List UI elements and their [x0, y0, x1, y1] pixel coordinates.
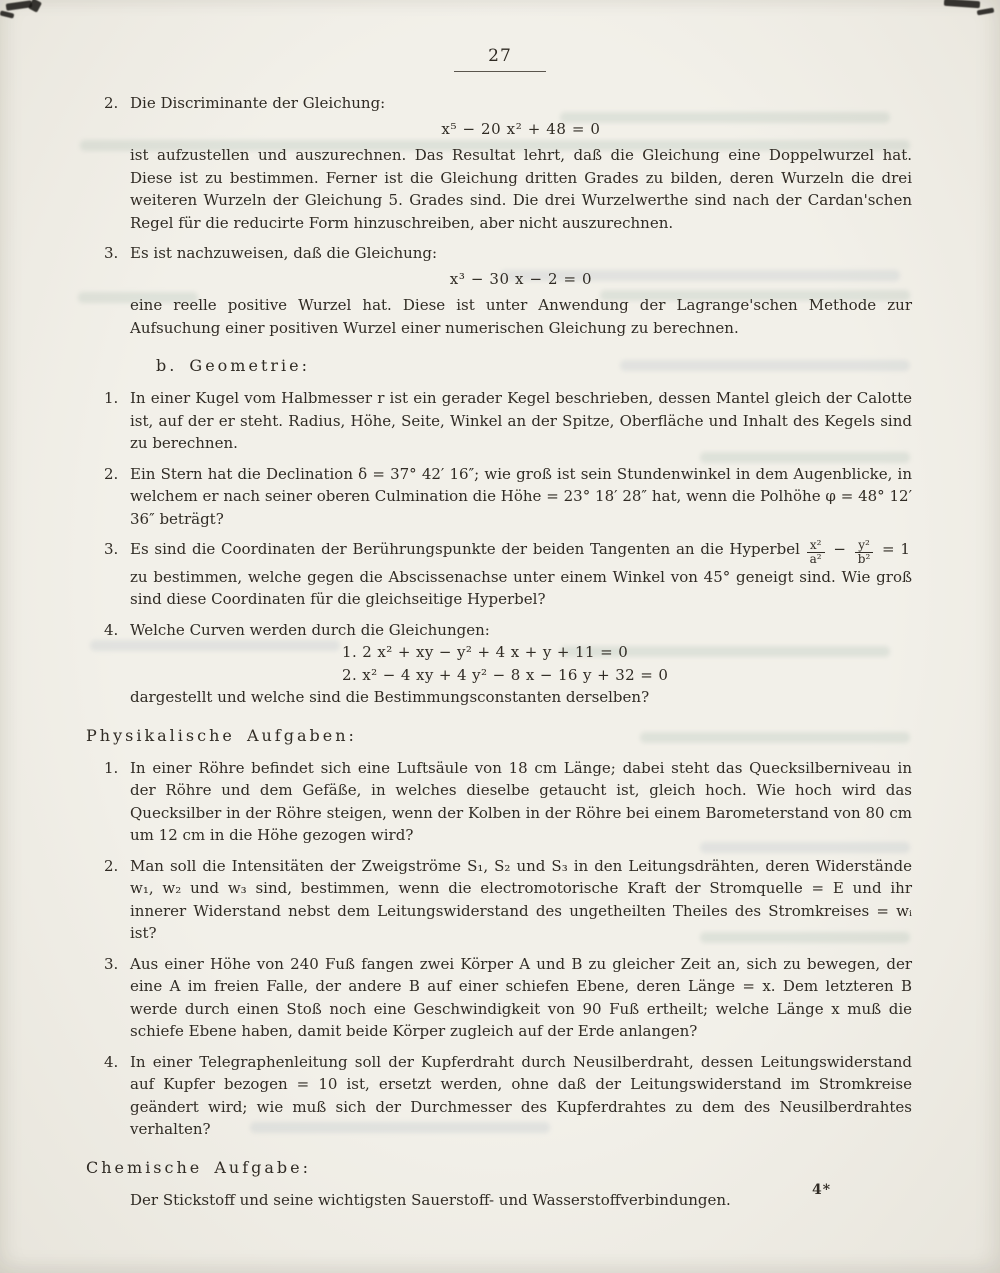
section-heading-geometrie: b. Geometrie:	[156, 356, 310, 375]
item-body	[130, 92, 912, 234]
problem-text-after: zu bestimmen, welche gegen die Abscissenachse unter einem Winkel von 45° geneigt sind. Wie groß sind diese Coordinaten für die gleichseitige Hyperbel?	[130, 567, 912, 609]
physics-problem-4	[104, 1051, 912, 1141]
equation: x³ − 30 x − 2 = 0	[449, 269, 593, 288]
item-number: 4.	[104, 620, 119, 639]
fraction-y2-b2	[854, 539, 875, 565]
item-number: 3.	[104, 540, 119, 558]
problem-text: Aus einer Höhe von 240 Fuß fangen zwei Körper A und B zu gleicher Zeit an, sich zu bewegen, der eine A im freien Falle, der andere B auf einer schiefen Ebene, deren Länge = x. Dem letzteren B werde durch einen Stoß noch eine Geschwindigkeit von 90 Fuß ertheilt; welche Länge x muß die schiefe Ebene haben, damit beide Körper zugleich auf der Erde anlangen?	[130, 954, 912, 1041]
algebra-problem-2	[104, 92, 912, 234]
physics-problem-2	[104, 855, 912, 945]
item-number: 3.	[104, 244, 119, 262]
item-body	[130, 619, 912, 709]
page-number: 27	[488, 46, 512, 66]
problem-text: eine reelle positive Wurzel hat. Diese ist unter Anwendung der Lagrange'schen Methode zur Aufsuchung einer positiven Wurzel einer numerischen Gleichung zu berechnen.	[130, 296, 912, 337]
problem-text: Ein Stern hat die Declination δ = 37° 42′ 16″; wie groß ist sein Stundenwinkel in dem Augenblicke, in welchem er nach seiner oberen Culmination die Höhe = 23° 18′ 28″ hat, wenn die Polhöhe φ = 48° 12′ 36″ beträgt?	[130, 464, 912, 528]
item-body	[130, 855, 912, 945]
item-body	[130, 242, 912, 339]
problem-text-before: Es sind die Coordinaten der Berührungspunkte der beiden Tangenten an die Hyperbel	[130, 540, 800, 558]
signature-mark: 4*	[812, 1182, 832, 1198]
item-body	[130, 538, 912, 611]
physics-problem-1	[104, 757, 912, 847]
geometry-problem-1	[104, 387, 912, 455]
problem-text: In einer Telegraphenleitung soll der Kupferdraht durch Neusilberdraht, dessen Leitungswiderstand auf Kupfer bezogen = 10 ist, ersetzt werden, ohne daß der Leitungswiderstand im Stromkreise geändert wird; wie muß sich der Durchmesser des Kupferdrahtes zu dem des Neusilberdrahtes verhalten?	[130, 1052, 912, 1139]
geometry-problem-2	[104, 463, 912, 531]
fraction-numerator: x²	[809, 538, 822, 553]
page-header	[0, 0, 1000, 72]
item-number: 4.	[104, 1052, 119, 1071]
geometry-problem-4	[104, 619, 912, 709]
equation-2: 2. x² − 4 xy + 4 y² − 8 x − 16 y + 32 = 0	[342, 665, 669, 684]
equation-tail: = 1	[882, 540, 910, 558]
section-heading-physikalische-aufgaben: Physikalische Aufgaben:	[86, 725, 357, 745]
problem-text: In einer Kugel vom Halbmesser r ist ein gerader Kegel beschrieben, dessen Mantel gleich der Calotte ist, auf der er steht. Radius, Höhe, Seite, Winkel an der Spitze, Oberfläche und Inhalt des Kegels sind zu berechnen.	[130, 389, 912, 452]
item-number: 2.	[104, 94, 119, 112]
item-number: 3.	[104, 954, 119, 973]
section-heading-chemische-aufgabe: Chemische Aufgabe:	[86, 1157, 311, 1177]
problem-text	[130, 538, 912, 611]
problem-intro: Es ist nachzuweisen, daß die Gleichung:	[130, 244, 438, 262]
algebra-problem-3	[104, 242, 912, 339]
problem-text: Man soll die Intensitäten der Zweigströme S₁, S₂ und S₃ in den Leitungsdrähten, deren Widerstände w₁, w₂ und w₃ sind, bestimmen, wenn die electromotorische Kraft der Stromquelle = E und ihr innerer Widerstand nebst dem Leitungswiderstand des ungetheilten Theiles des Stromkreises = wᵢ ist?	[130, 856, 912, 943]
problem-outro: dargestellt und welche sind die Bestimmungsconstanten derselben?	[130, 688, 650, 707]
item-number: 1.	[104, 758, 119, 777]
item-body	[130, 757, 912, 847]
geometry-problem-3	[104, 538, 912, 611]
fraction-numerator: y²	[858, 538, 870, 553]
fraction-denominator: b²	[855, 552, 874, 566]
item-number: 1.	[104, 389, 119, 407]
page-number-rule	[454, 71, 546, 72]
fraction-denominator: a²	[807, 552, 825, 566]
minus-operator: −	[833, 540, 846, 558]
equation: x⁵ − 20 x² + 48 = 0	[441, 119, 601, 138]
item-body	[130, 463, 912, 531]
fraction-x2-a2	[806, 539, 826, 565]
equation-1: 1. 2 x² + xy − y² + 4 x + y + 11 = 0	[342, 643, 629, 662]
item-body	[130, 387, 912, 455]
item-body	[130, 953, 912, 1043]
problem-text: In einer Röhre befindet sich eine Luftsäule von 18 cm Länge; dabei steht das Quecksilberniveau in der Röhre und dem Gefäße, in welches dieselbe getaucht ist, gleich hoch. Wie hoch wird das Quecksilber in der Röhre steigen, wenn der Kolben in der Röhre bei einem Barometerstand von 80 cm um 12 cm in die Höhe gezogen wird?	[130, 758, 912, 845]
problem-intro: Welche Curven werden durch die Gleichungen:	[130, 620, 490, 639]
page-content	[0, 92, 1000, 1211]
chemistry-task-text: Der Stickstoff und seine wichtigsten Sauerstoff- und Wasserstoffverbindungen.	[130, 1190, 731, 1209]
physics-problem-3	[104, 953, 912, 1043]
item-number: 2.	[104, 464, 119, 483]
item-number: 2.	[104, 856, 119, 875]
problem-text: ist aufzustellen und auszurechnen. Das Resultat lehrt, daß die Gleichung eine Doppelwurzel hat. Diese ist zu bestimmen. Ferner ist die Gleichung dritten Grades zu bilden, deren Wurzeln die drei weiteren Wurzeln der Gleichung 5. Grades sind. Die drei Wurzelwerthe sind nach der Cardan'schen Regel für die reducirte Form hinzuschreiben, aber nicht auszurechnen.	[130, 146, 912, 232]
item-body	[130, 1051, 912, 1141]
problem-intro: Die Discriminante der Gleichung:	[130, 94, 386, 112]
